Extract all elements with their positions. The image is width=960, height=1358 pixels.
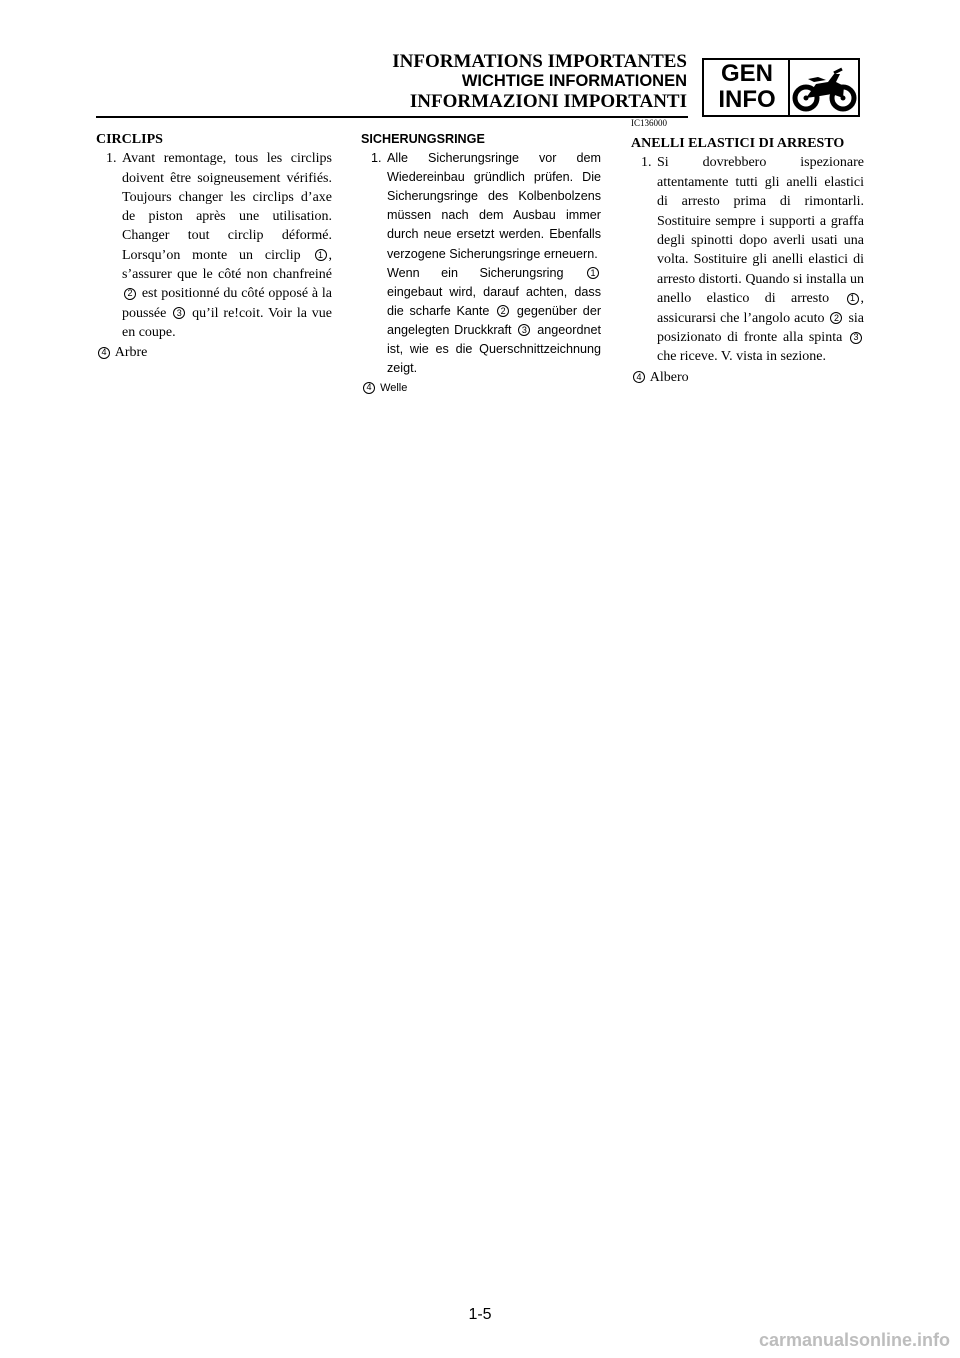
- list-item-it-1: [631, 153, 864, 366]
- callout-1-it: 1: [847, 293, 859, 305]
- text-it-p3: sia posizionato di fronte alla spinta: [657, 310, 865, 346]
- column-de: [361, 130, 601, 398]
- text-de-p2: eingebaut wird, darauf achten, dass die scharfe Kante: [387, 284, 601, 318]
- section-title-it: ANELLI ELASTICI DI ARRESTO: [631, 136, 845, 151]
- badge-gen-label: GEN: [720, 60, 773, 87]
- legend-de-text: Welle: [380, 382, 408, 395]
- callout-3-de: 3: [518, 324, 530, 336]
- callout-2-fr: 2: [124, 288, 136, 300]
- item-number-it: 1.: [641, 155, 652, 171]
- callout-1-fr: 1: [315, 249, 327, 261]
- callout-4-it: 4: [633, 371, 645, 383]
- text-it-p4: che riceve. V. vista in sezione.: [657, 349, 826, 365]
- text-fr-p1: Avant remontage, tous les circlips doivent être soigneusement vérifiés. Toujours changer les circlips d’axe de piston après une utilisation. Changer tout circlip déformé. Lorsqu’on monte un circlip: [122, 151, 332, 263]
- section-title-fr: CIRCLIPS: [96, 132, 163, 147]
- watermark: carmanualsonline.info: [758, 1330, 950, 1350]
- list-item-de-1: [361, 149, 601, 378]
- callout-1-de: 1: [587, 267, 599, 279]
- text-de-p4: angeordnet ist, wie es die Querschnittzeichnung zeigt.: [387, 322, 602, 376]
- column-it: [631, 134, 864, 387]
- header-rule: [96, 116, 688, 118]
- motorcycle-icon: [792, 64, 858, 114]
- legend-it-text: Albero: [649, 369, 689, 385]
- list-item-fr-1: [96, 149, 332, 342]
- text-de-p1: Wenn ein Sicherungsring: [387, 265, 564, 280]
- column-fr: [96, 130, 332, 363]
- badge-divider: [788, 58, 790, 117]
- callout-2-it: 2: [830, 312, 842, 324]
- badge-info-label: INFO: [718, 86, 776, 113]
- section-code: IC136000: [631, 118, 667, 128]
- legend-de: [361, 379, 601, 398]
- gen-info-badge: [702, 58, 860, 117]
- callout-3-it: 3: [850, 332, 862, 344]
- callout-4-fr: 4: [98, 347, 110, 359]
- text-it-p2: , assicurarsi che l’angolo acuto: [657, 291, 864, 326]
- legend-it: [631, 368, 864, 387]
- callout-4-de: 4: [363, 382, 375, 394]
- item-number-de: 1.: [371, 151, 382, 166]
- callout-3-fr: 3: [173, 307, 185, 319]
- callout-2-de: 2: [497, 305, 509, 317]
- header-title-it: INFORMAZIONI IMPORTANTI: [409, 91, 687, 112]
- text-fr-p3: est positionné du côté opposé à la poussée: [122, 286, 333, 321]
- text-fr-p2: , s’assurer que le côté non chanfreiné: [122, 247, 333, 283]
- text-de-p0: Alle Sicherungsringe vor dem Wiedereinbau gründlich prüfen. Die Sicherungsringe des Kolbenbolzens müssen nach dem Ausbau immer durch neue ersetzt werden. Ebenfalls verzogene Sicherungsringe erneuern.: [387, 151, 601, 261]
- text-it-p1: Si dovrebbero ispezionare attentamente tutti gli anelli elastici di arresto prima di rimontarli. Sostituire sempre i supporti a graffa degli spinotti dopo averli usati una volta. Sostituire gli anelli elastici di arresto distorti. Quando si installa un anello elastico di arresto: [657, 155, 864, 307]
- header-title-fr: INFORMATIONS IMPORTANTES: [392, 51, 687, 72]
- text-de-p3: gegenüber der angelegten Druckkraft: [387, 303, 602, 337]
- legend-fr-text: Arbre: [114, 345, 148, 361]
- item-number-fr: 1.: [106, 151, 117, 167]
- legend-fr: [96, 343, 332, 362]
- section-title-de: SICHERUNGSRINGE: [361, 132, 485, 146]
- page-number: 1-5: [468, 1306, 492, 1323]
- text-fr-p4: qu’il re!coit. Voir la vue en coupe.: [122, 305, 333, 340]
- header-title-de: WICHTIGE INFORMATIONEN: [461, 72, 687, 90]
